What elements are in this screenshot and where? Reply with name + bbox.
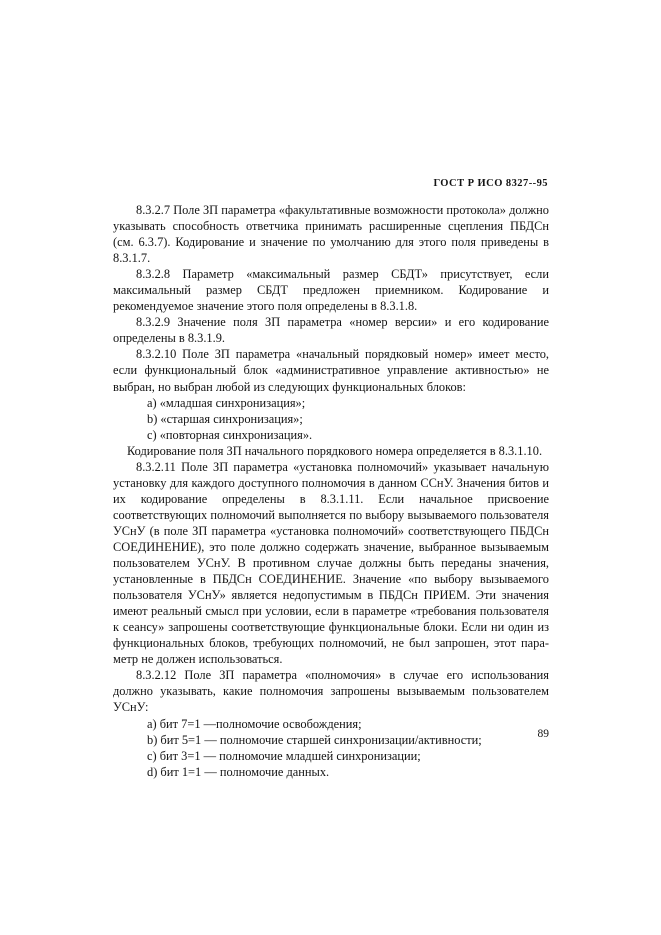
- list-item: d) бит 1=1 — полномочие данных.: [147, 764, 330, 779]
- list-item: a) «младшая синхронизация»;: [147, 395, 306, 410]
- list-item: b) «старшая синхронизация»;: [147, 411, 303, 426]
- paragraph-8-3-2-9: 8.3.2.9 Значение поля ЗП параметра «номер версии» и его кодирование определены в 8.3.1.9.: [113, 315, 549, 346]
- paragraph-8-3-2-10: 8.3.2.10 Поле ЗП параметра «начальный порядковый номер» имеет место, если функциональный блок «административное управление активностью» не выбран, но выбран любой из следующих функциональных блоков:: [113, 347, 549, 394]
- running-head: ГОСТ Р ИСО 8327--95: [433, 178, 548, 189]
- list-tokens: [113, 716, 549, 780]
- paragraph-8-3-2-12: 8.3.2.12 Поле ЗП параметра «полномочия» в случае его использования должно указывать, какие полномочия запрошены вызываемым пользователем УСнУ:: [113, 668, 549, 715]
- paragraph-coding-rule: Кодирование поля ЗП начального порядкового номера определяется в 8.3.1.10.: [127, 443, 543, 458]
- page-number: 89: [537, 728, 549, 740]
- list-item: c) «повторная синхронизация».: [147, 427, 313, 442]
- list-item: b) бит 5=1 — полномочие старшей синхронизации/активности;: [147, 732, 482, 747]
- text-column: [113, 202, 549, 780]
- paragraph-8-3-2-7: 8.3.2.7 Поле ЗП параметра «факультативные возможности протокола» должно указывать способность ответчика принимать расширенные сцепления ПБДСн (см. 6.3.7). Кодирование и значение по умолчанию для этого поля приведены в 8.3.1.7.: [113, 203, 549, 266]
- list-item: c) бит 3=1 — полномочие младшей синхронизации;: [147, 748, 421, 763]
- paragraph-8-3-2-8: 8.3.2.8 Параметр «максимальный размер СБДТ» присутствует, если максимальный размер СБДТ предложен приемником. Кодирование и рекомендуемое значение этого поля определены в 8.3.1.8.: [113, 267, 549, 314]
- list-item: a) бит 7=1 —полномочие освобождения;: [147, 716, 362, 731]
- paragraph-8-3-2-11: 8.3.2.11 Поле ЗП параметра «установка полномочий» указывает начальную установку для каждого доступного полномочия в данном ССнУ. Значения битов и их кодирование определены в 8.3.1.11. Если начальное присвоение соответствующих полномочий выполняется по выбору вызываемого пользователя УСнУ (в поле ЗП параметра «установка полномочий» соответствующего ПБДСн СОЕДИНЕНИЕ), это поле должно содержать значение, выбранное вызываемым пользователем УСнУ. В противном случае должны быть переданы значения, установленные в ПБДСн СОЕДИНЕНИЕ. Значение «по выбору вызываемого пользователя УСнУ» является недопустимым в ПБДСн ПРИЕМ. Эти значения имеют реальный смысл при условии, если в параметре «требования пользователя к сеансу» запрошены соответствующие функциональные блоки. Если ни один из функциональных блоков, требующих полномочий, не был запрошен, этот параметр не должен использоваться.: [113, 459, 549, 667]
- list-functional-blocks: [113, 395, 549, 443]
